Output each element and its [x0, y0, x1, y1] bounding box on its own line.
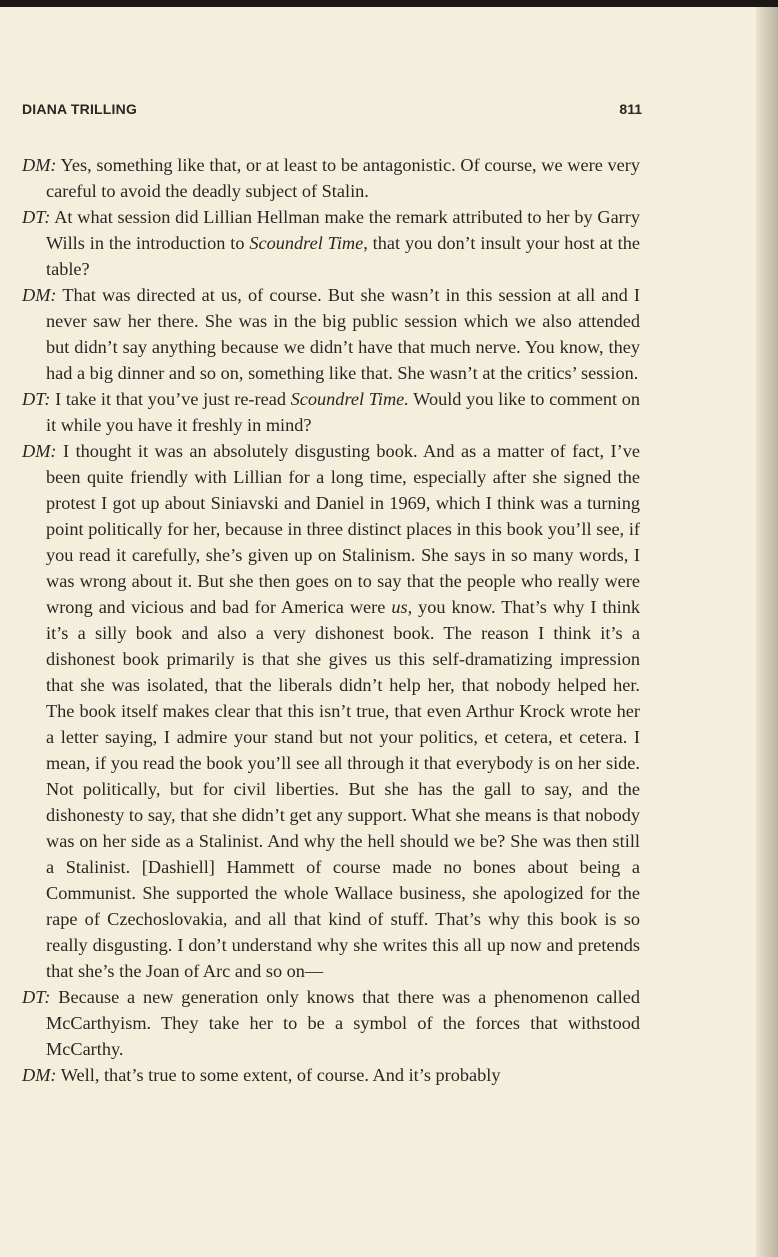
- emphasized-word: us,: [391, 597, 413, 617]
- running-head: DIANA TRILLING: [22, 101, 138, 117]
- book-title: Scoundrel Time,: [249, 233, 368, 253]
- entry-text: you know. That’s why I think it’s a silly book and also a very dishonest book. The reason I think it’s a dishonest book primarily is that she gives us this self-dramatizing impression that she was isolated, that the liberals didn’t help her, that nobody helped her. The book itself makes clear that this isn’t true, that even Arthur Krock wrote her a letter saying, I admire your stand but not your politics, et cetera, et cetera. I mean, if you read the book you’ll see all through it that everybody is on her side. Not politically, but for civil liberties. But she has the gall to say, and the dishonesty to say, that she didn’t get any support. What she means is that nobody was on her side as a Stalinist. And why the hell should we be? She was then still a Stalinist. [Dashiell] Hammett of course made no bones about being a Communist. She supported the whole Wallace business, she apologized for the rape of Czechoslovakia, and all that kind of stuff. That’s why this book is so really disgusting. I don’t understand why she writes this all up now and pretends that she’s the Joan of Arc and so on—: [46, 597, 640, 981]
- speaker-label: DM:: [22, 1065, 57, 1085]
- book-title: Scoundrel Time.: [290, 389, 409, 409]
- entry-text: that you don’t insult your host at the table?: [46, 233, 640, 279]
- entry-text: Would you like to comment on it while you have it freshly in mind?: [46, 389, 641, 435]
- entry-text: At what session did Lillian Hellman make the remark attributed to her by Garry Wills in the introduction to: [46, 207, 640, 253]
- speaker-label: DT:: [22, 389, 51, 409]
- dialogue-entry: [22, 386, 640, 438]
- entry-text: Yes, something like that, or at least to be antagonistic. Of course, we were very careful to avoid the deadly subject of Stalin.: [46, 155, 640, 201]
- top-page-edge: [0, 0, 778, 7]
- speaker-label: DM:: [22, 155, 57, 175]
- dialogue-entry: [22, 204, 640, 282]
- page-number: 811: [619, 101, 642, 117]
- entry-text: Because a new generation only knows that there was a phenomenon called McCarthyism. They take her to be a symbol of the forces that withstood McCarthy.: [46, 987, 640, 1059]
- dialogue-entry: [22, 984, 640, 1062]
- interview-transcript: [22, 152, 640, 1088]
- page-gutter-shadow: [756, 7, 778, 1257]
- entry-text: That was directed at us, of course. But she wasn’t in this session at all and I never saw her there. She was in the big public session which we also attended but didn’t say anything because we didn’t have that much nerve. You know, they had a big dinner and so on, something like that. She wasn’t at the critics’ session.: [46, 285, 640, 383]
- entry-text: I take it that you’ve just re-read: [50, 389, 291, 409]
- speaker-label: DT:: [22, 987, 51, 1007]
- dialogue-entry: [22, 282, 640, 386]
- page-header: [22, 101, 642, 121]
- speaker-label: DM:: [22, 441, 57, 461]
- entry-text: I thought it was an absolutely disgusting book. And as a matter of fact, I’ve been quite friendly with Lillian for a long time, especially after she signed the protest I got up about Siniavski and Daniel in 1969, which I think was a turning point politically for her, because in three distinct places in this book you’ll see, if you read it carefully, she’s given up on Stalinism. She says in so many words, I was wrong about it. But she then goes on to say that the people who really were wrong and vicious and bad for America were: [46, 441, 640, 617]
- dialogue-entry: [22, 438, 640, 984]
- speaker-label: DT:: [22, 207, 51, 227]
- dialogue-entry: [22, 152, 640, 204]
- dialogue-entry: [22, 1062, 640, 1088]
- entry-text: Well, that’s true to some extent, of course. And it’s probably: [56, 1065, 501, 1085]
- speaker-label: DM:: [22, 285, 57, 305]
